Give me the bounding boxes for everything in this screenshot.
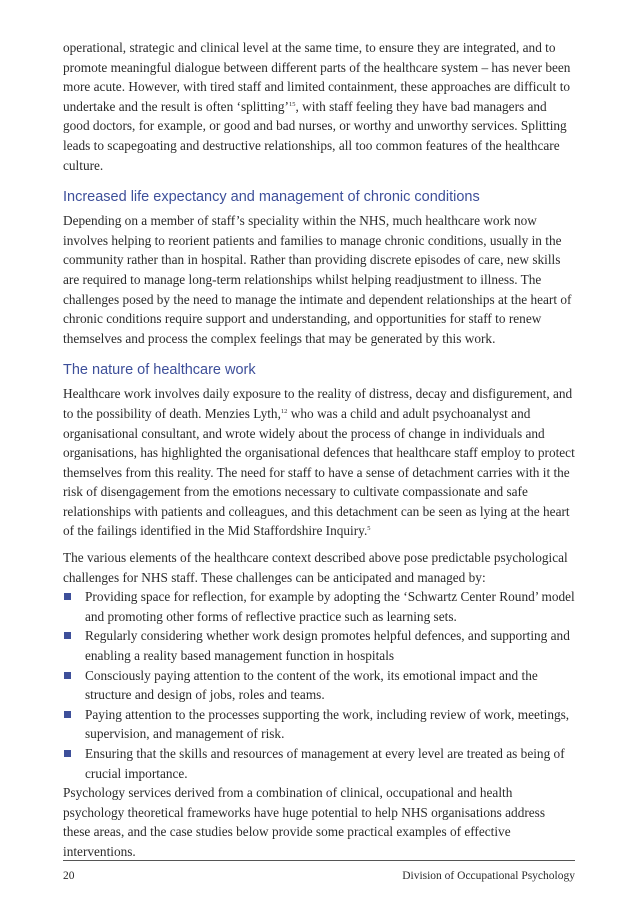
paragraph-challenges: The various elements of the healthcare context described above pose predictable psychological challenges for NHS staff. These challenges can be anticipated and managed by:: [63, 550, 568, 585]
square-bullet-icon: [64, 672, 71, 679]
paragraph-healthcare-work: Healthcare work involves daily exposure to the reality of distress, decay and disfigurement, and to the possibility of death. Menzies Lyth,$^{12}$ who was a child and adult psychoanalyst and organisational consultant, and wrote widely about the process of change in individuals and organisations, has highlighted the organisational defences that healthcare staff employ to protect themselves from this reality. The need for staff to have a sense of detachment carries with it the risk of disengagement from the emotions necessary to cultivate compassionate and safe relationships with patients and colleagues, and this detachment can be seen as lying at the heart of the failings identified in the Mid Staffordshire Inquiry.$^5$: [63, 386, 575, 539]
list-item: Providing space for reflection, for example by adopting the ‘Schwartz Center Round’ model and promoting other forms of reflective practice such as learning sets.: [63, 587, 575, 626]
footer-divider: [63, 860, 575, 861]
square-bullet-icon: [64, 632, 71, 639]
page-footer: [63, 869, 575, 883]
main-content: [63, 38, 575, 862]
reference-marker: 5: [367, 525, 371, 533]
list-item: Paying attention to the processes supporting the work, including review of work, meetings, supervision, and management of risk.: [63, 705, 575, 744]
spacer: [63, 541, 575, 548]
reference-marker: 12: [280, 407, 288, 415]
page-number: 20: [63, 870, 75, 882]
paragraph-splitting: operational, strategic and clinical level at the same time, to ensure they are integrated, and to promote meaningful dialogue between different parts of the healthcare system – has never been more acute. However, with tired staff and limited containment, these approaches are difficult to undertake and the result is often ‘splitting’$^{15}$, with staff feeling they have bad managers and good doctors, for example, or good and bad nurses, or worthy and unworthy services. Splitting leads to scapegoating and destructive relationships, all too common features of the healthcare culture.: [63, 40, 571, 173]
section-heading-chronic-conditions: Increased life expectancy and management of chronic conditions: [63, 189, 480, 206]
paragraph-psychology-services: Psychology services derived from a combination of clinical, occupational and health psychology theoretical frameworks have huge potential to help NHS organisations address these areas, and the case studies below provide some practical examples of effective interventions.: [63, 785, 546, 859]
square-bullet-icon: [64, 593, 71, 600]
list-item: Ensuring that the skills and resources of management at every level are treated as being of crucial importance.: [63, 744, 575, 783]
list-item: Consciously paying attention to the content of the work, its emotional impact and the structure and design of jobs, roles and teams.: [63, 666, 575, 705]
challenge-list: [63, 587, 575, 783]
footer-division-name: Division of Occupational Psychology: [402, 870, 575, 882]
square-bullet-icon: [64, 711, 71, 718]
list-item: Regularly considering whether work design promotes helpful defences, and supporting and enabling a reality based management function in hospitals: [63, 626, 575, 665]
square-bullet-icon: [64, 750, 71, 757]
reference-marker: 15: [289, 100, 296, 108]
paragraph-chronic-conditions: Depending on a member of staff’s speciality within the NHS, much healthcare work now involves helping to reorient patients and families to manage chronic conditions, usually in the community rather than in hospital. Rather than providing discrete episodes of care, new skills are required to manage long-term relationships whilst helping readjustment to illness. The challenges posed by the need to manage the intimate and dependent relationships at the heart of chronic conditions require support and understanding, and opportunities for staff to renew themselves and process the complex feelings that may be generated by this work.: [63, 213, 572, 346]
section-heading-healthcare-work: The nature of healthcare work: [63, 362, 256, 379]
